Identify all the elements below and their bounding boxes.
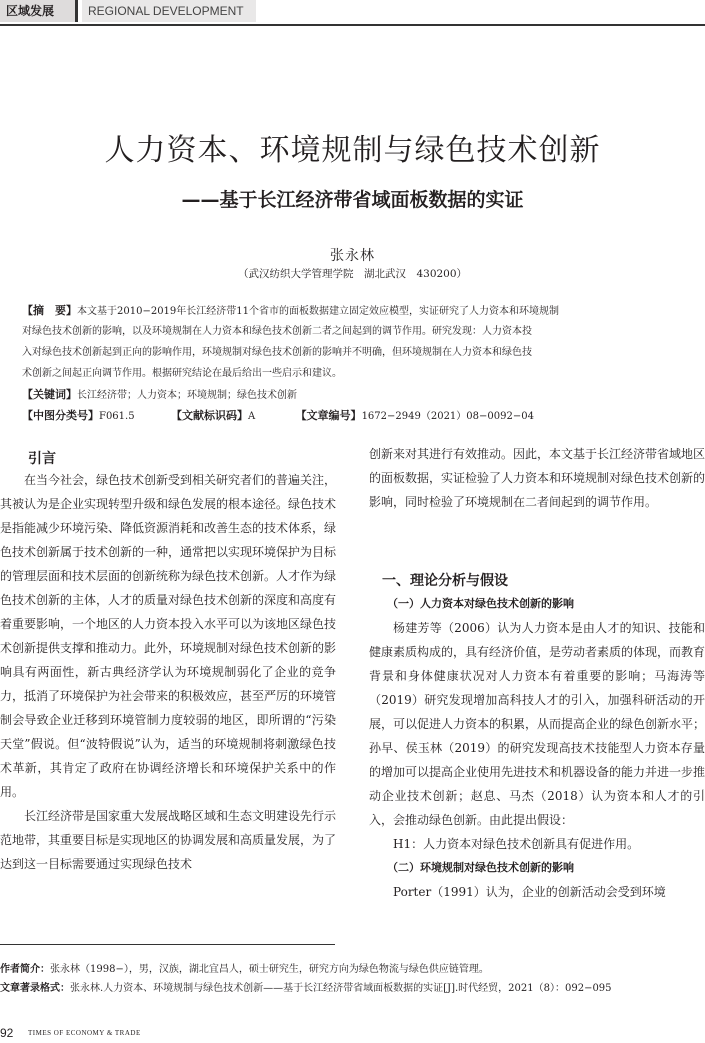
right-column-top (369, 442, 705, 514)
author-name: 张永林 (330, 248, 375, 264)
section-tag-cn: 区域发展 (0, 0, 78, 22)
abstract-line-1: 【摘 要】本文基于2010−2019年长江经济带11个省市的面板数据建立固定效应模型，实证研究了人力资本和环境规制 (22, 304, 560, 317)
clc-value: F061.5 (99, 411, 135, 422)
citation-label: 文章著录格式： (0, 983, 70, 994)
abstract-line-3: 入对绿色技术创新起到正向的影响作用，环境规制对绿色技术创新的影响并不明确，但环境规制在人力资本和绿色技 (22, 347, 532, 358)
classification-line (22, 405, 690, 427)
abstract-line-2: 对绿色技术创新的影响，以及环境规制在人力资本和绿色技术创新二者之间起到的调节作用。研究发现：人力资本投 (22, 326, 532, 337)
intro-paragraph-1: 在当今社会，绿色技术创新受到相关研究者们的普遍关注，其被认为是企业实现转型升级和绿色发展的根本途径。绿色技术是指能减少环境污染、降低资源消耗和改善生态的技术体系，绿色技术创新属于技术创新的一种，通常把以实现环境保护为目标的管理层面和技术层面的创新统称为绿色技术创新。人才作为绿色技术创新的主体，人才的质量对绿色技术创新的深度和高度有着重要影响，一个地区的人力资本投入水平可以为该地区绿色技术创新提供支撑和推动力。此外，环境规制对绿色技术创新的影响具有两面性，新古典经济学认为环境规制弱化了企业的竞争力，抵消了环境保护为社会带来的积极效应，甚至严厉的环境管制会导致企业迁移到环境管制力度较弱的地区，即所谓的“污染天堂”假说。但“波特假说”认为，适当的环境规制将刺激绿色技术革新，其肯定了政府在协调经济增长和环境保护关系中的作用。 (0, 473, 337, 799)
doc-code-label: 【文献标识码】 (170, 409, 248, 422)
keywords: 长江经济带；人力资本；环境规制；绿色技术创新 (77, 390, 297, 401)
clc-label: 【中图分类号】 (22, 409, 99, 422)
header-rule (0, 24, 705, 26)
author-affiliation: （武汉纺织大学管理学院 湖北武汉 430200） (237, 268, 468, 280)
abstract-label: 【摘 要】 (22, 304, 77, 317)
right-column (369, 592, 705, 904)
keywords-label: 【关键词】 (22, 388, 77, 401)
doc-code-value: A (247, 411, 256, 422)
intro-heading: 引言 (28, 451, 56, 467)
hypothesis-h1: H1：人力资本对绿色技术创新具有促进作用。 (393, 837, 640, 851)
section1-sub2: （二）环境规制对绿色技术创新的影响 (387, 861, 574, 874)
paper-title: 人力资本、环境规制与绿色技术创新 (104, 133, 601, 168)
keywords-line (22, 384, 690, 406)
section1-paragraph-1: 杨建芳等（2006）认为人力资本是由人才的知识、技能和健康素质构成的，具有经济价值，是劳动者素质的体现，而教育背景和身体健康状况对人力资本有着重要的影响；马海涛等（2019）研究发现增加高科技人才的引入，加强科研活动的开展，可以促进人力资本的积累，从而提高企业的绿色创新水平；孙早、侯玉林（2019）的研究发现高技术技能型人力资本存量的增加可以提高企业使用先进技术和机器设备的能力并进一步推动企业技术创新；赵息、马杰（2018）认为资本和人才的引入，会推动绿色创新。由此提出假设： (369, 621, 705, 827)
paper-subtitle: ——基于长江经济带省域面板数据的实证 (181, 189, 524, 211)
intro-paragraph-2-cont: 创新来对其进行有效推动。因此，本文基于长江经济带省域地区的面板数据，实证检验了人力资本和环境规制对绿色技术创新的影响，同时检验了环境规制在二者间起到的调节作用。 (369, 447, 705, 509)
section1-sub1: （一）人力资本对绿色技术创新的影响 (387, 597, 574, 610)
footnote-rule (0, 944, 335, 945)
journal-name: TIMES OF ECONOMY & TRADE (28, 1029, 141, 1037)
article-no-label: 【文章编号】 (295, 409, 362, 422)
article-no-value: 1672−2949（2021）08−0092−04 (361, 411, 534, 422)
author-bio-label: 作者简介： (0, 964, 50, 975)
section1-heading: 一、理论分析与假设 (382, 573, 508, 589)
section-tag-en: REGIONAL DEVELOPMENT (82, 0, 256, 22)
author-bio: 作者简介：张永林（1998−），男，汉族，湖北宜昌人，硕士研究生，研究方向为绿色物流与绿色供应链管理。 (0, 964, 489, 975)
abstract-line-4: 术创新之间起正向调节作用。根据研究结论在最后给出一些启示和建议。 (22, 368, 342, 379)
citation-format: 文章著录格式：张永林.人力资本、环境规制与绿色技术创新——基于长江经济带省域面板数据的实证[J].时代经贸，2021（8）：092−095 (0, 983, 612, 994)
section1-paragraph-2: Porter（1991）认为，企业的创新活动会受到环境 (393, 885, 666, 899)
left-column (0, 468, 336, 876)
page-number: 92 (0, 1026, 14, 1040)
intro-paragraph-2: 长江经济带是国家重大发展战略区域和生态文明建设先行示范地带，其重要目标是实现地区的协调发展和高质量发展，为了达到这一目标需要通过实现绿色技术 (0, 809, 337, 871)
